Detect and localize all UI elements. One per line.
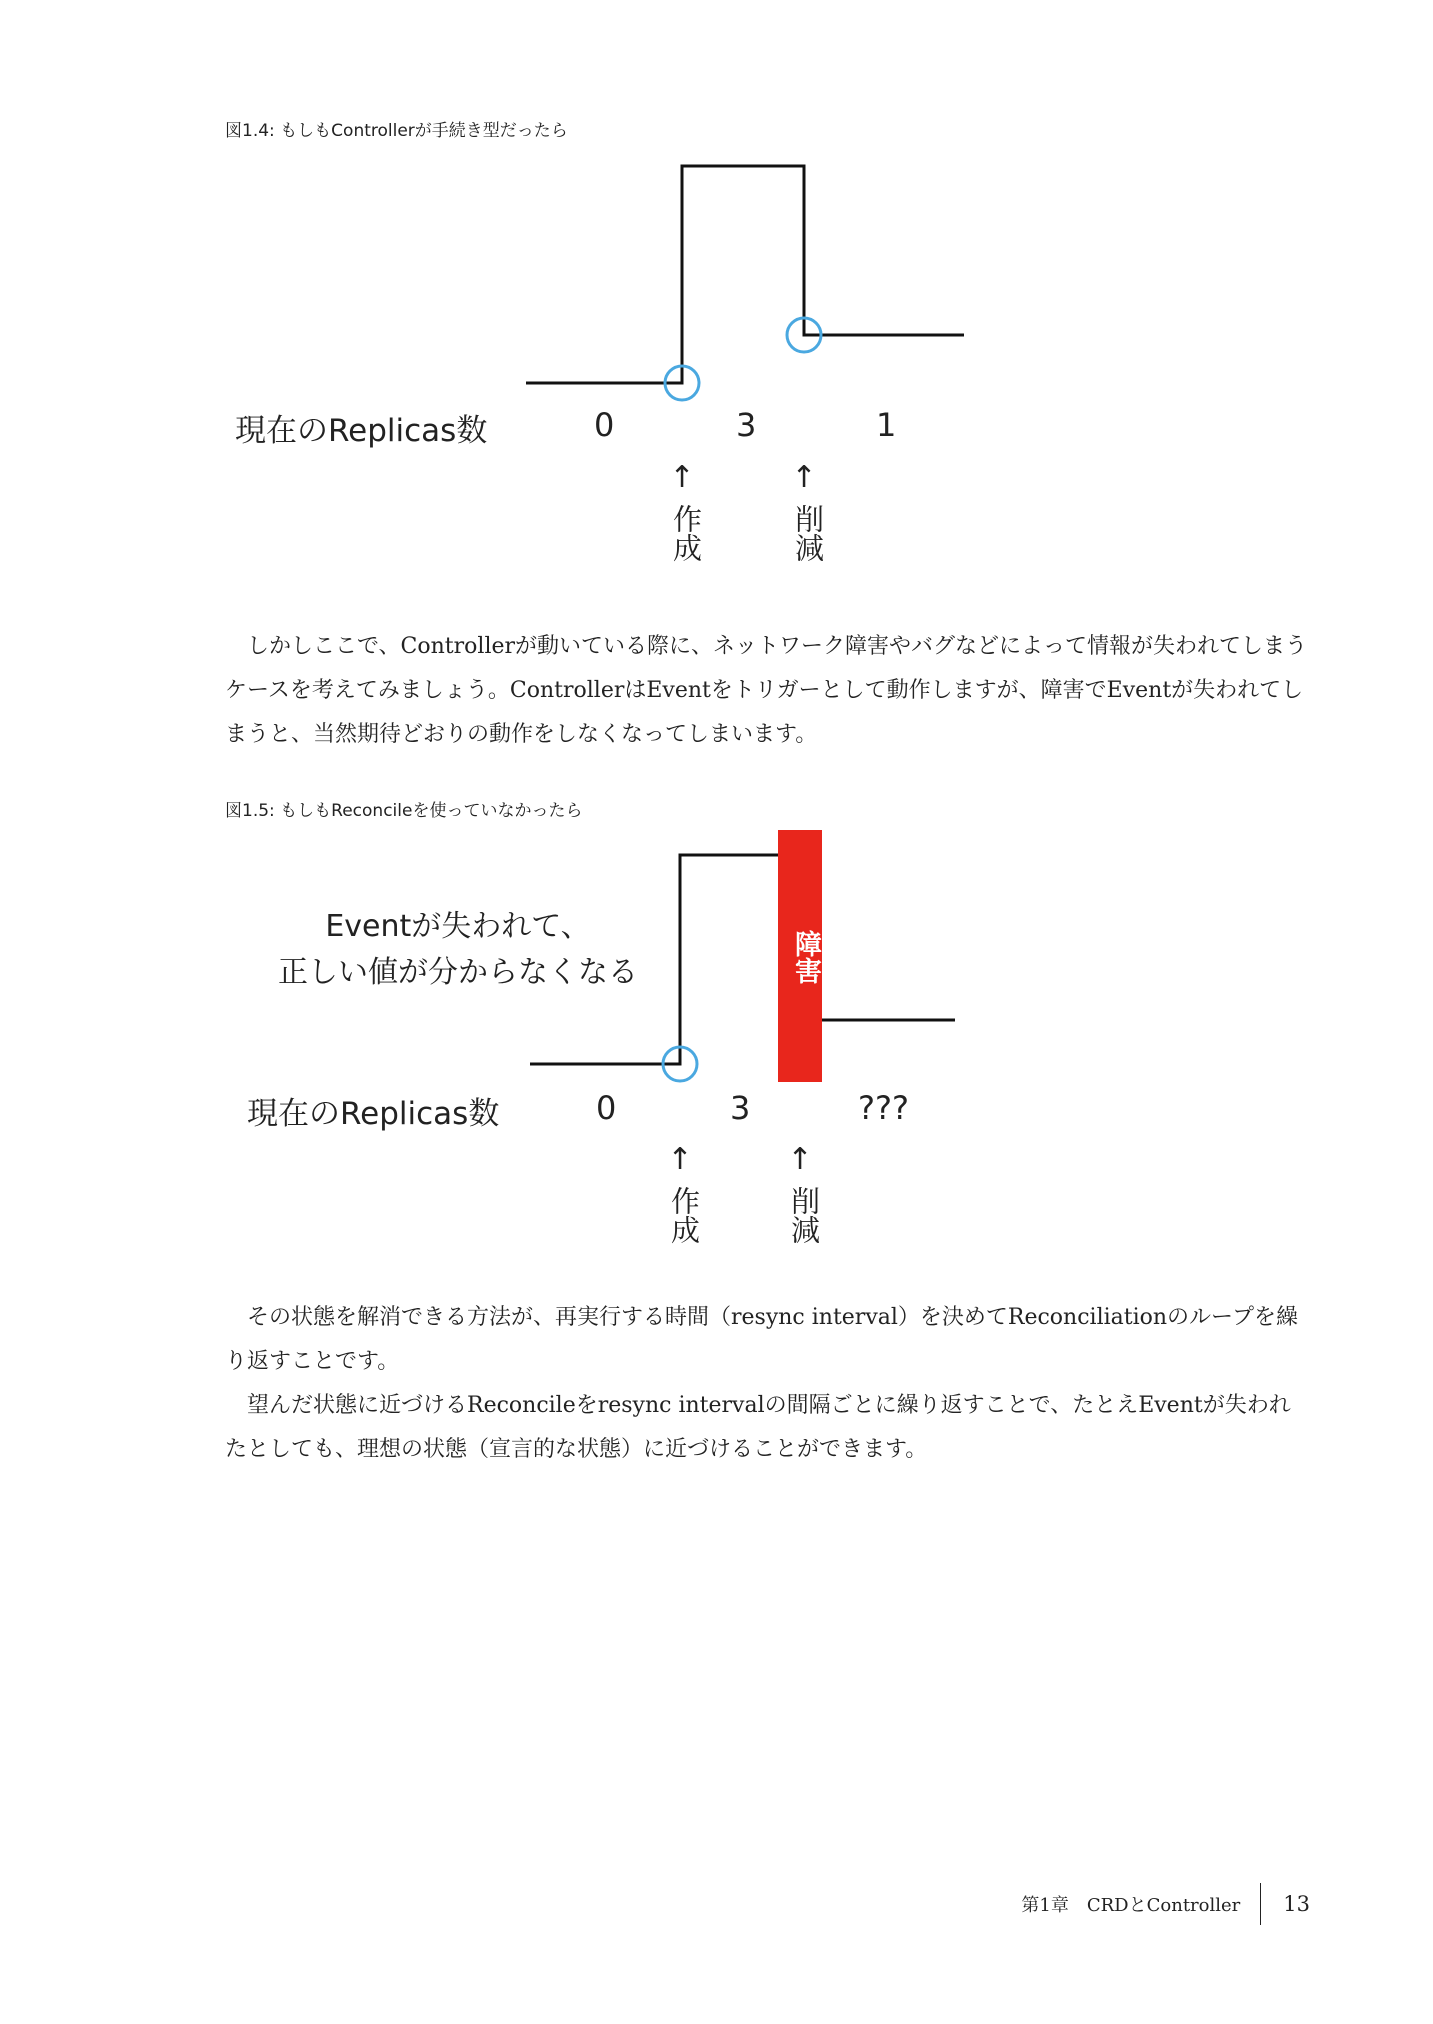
fault-bar	[778, 830, 822, 1082]
replicas-value-unknown: ???	[858, 1089, 909, 1127]
body-paragraph-3: 望んだ状態に近づけるReconcileをresync intervalの間隔ごとに繰り返すことで、たとえEventが失われたとしても、理想の状態（宣言的な状態）に近づけることができます。	[225, 1393, 1291, 1462]
replicas-row-label: 現在のReplicas数	[247, 1096, 500, 1132]
replicas-value-after-create: 3	[730, 1089, 751, 1127]
replicas-value-after-delete: 1	[876, 406, 897, 444]
figure-1-5-caption: 図1.5: もしもReconcileを使っていなかったら	[225, 801, 583, 821]
delete-annotation: 削減	[787, 1186, 821, 1244]
lost-event-note-line-2: 正しい値が分からなくなる	[278, 955, 638, 990]
create-arrow-icon: ↑	[669, 460, 695, 495]
body-paragraph-2: その状態を解消できる方法が、再実行する時間（resync interval）を決めてReconciliationのループを繰り返すことです。	[225, 1305, 1298, 1374]
page-footer	[1021, 1882, 1310, 1926]
create-annotation: 作成	[669, 504, 703, 562]
delete-arrow-icon: ↑	[791, 460, 817, 495]
create-annotation: 作成	[667, 1186, 701, 1244]
figure-1-4-caption: 図1.4: もしもControllerが手続き型だったら	[225, 121, 568, 141]
footer-divider	[1260, 1883, 1261, 1925]
create-arrow-icon: ↑	[667, 1142, 693, 1177]
replicas-row-label: 現在のReplicas数	[235, 413, 488, 449]
replicas-step-line	[0, 150, 1433, 590]
page-number: 13	[1283, 1892, 1310, 1916]
delete-arrow-icon: ↑	[787, 1142, 813, 1177]
figure-1-4-diagram	[0, 150, 1433, 590]
replicas-value-initial: 0	[594, 406, 615, 444]
figure-1-5-diagram	[0, 830, 1433, 1270]
replicas-value-after-create: 3	[736, 406, 757, 444]
delete-annotation: 削減	[791, 504, 825, 562]
fault-label: 障害	[790, 930, 821, 984]
lost-event-note-line-1: Eventが失われて、	[325, 909, 591, 944]
replicas-value-initial: 0	[596, 1089, 617, 1127]
body-paragraph-1: しかしここで、Controllerが動いている際に、ネットワーク障害やバグなどによって情報が失われてしまうケースを考えてみましょう。ControllerはEventをトリガーとして動作しますが、障害でEventが失われてしまうと、当然期待どおりの動作をしなくなってしまいます。	[225, 634, 1308, 747]
chapter-title: 第1章 CRDとController	[1021, 1895, 1241, 1916]
replicas-step-line-with-fault	[0, 830, 1433, 1270]
lost-event-note	[248, 904, 668, 996]
